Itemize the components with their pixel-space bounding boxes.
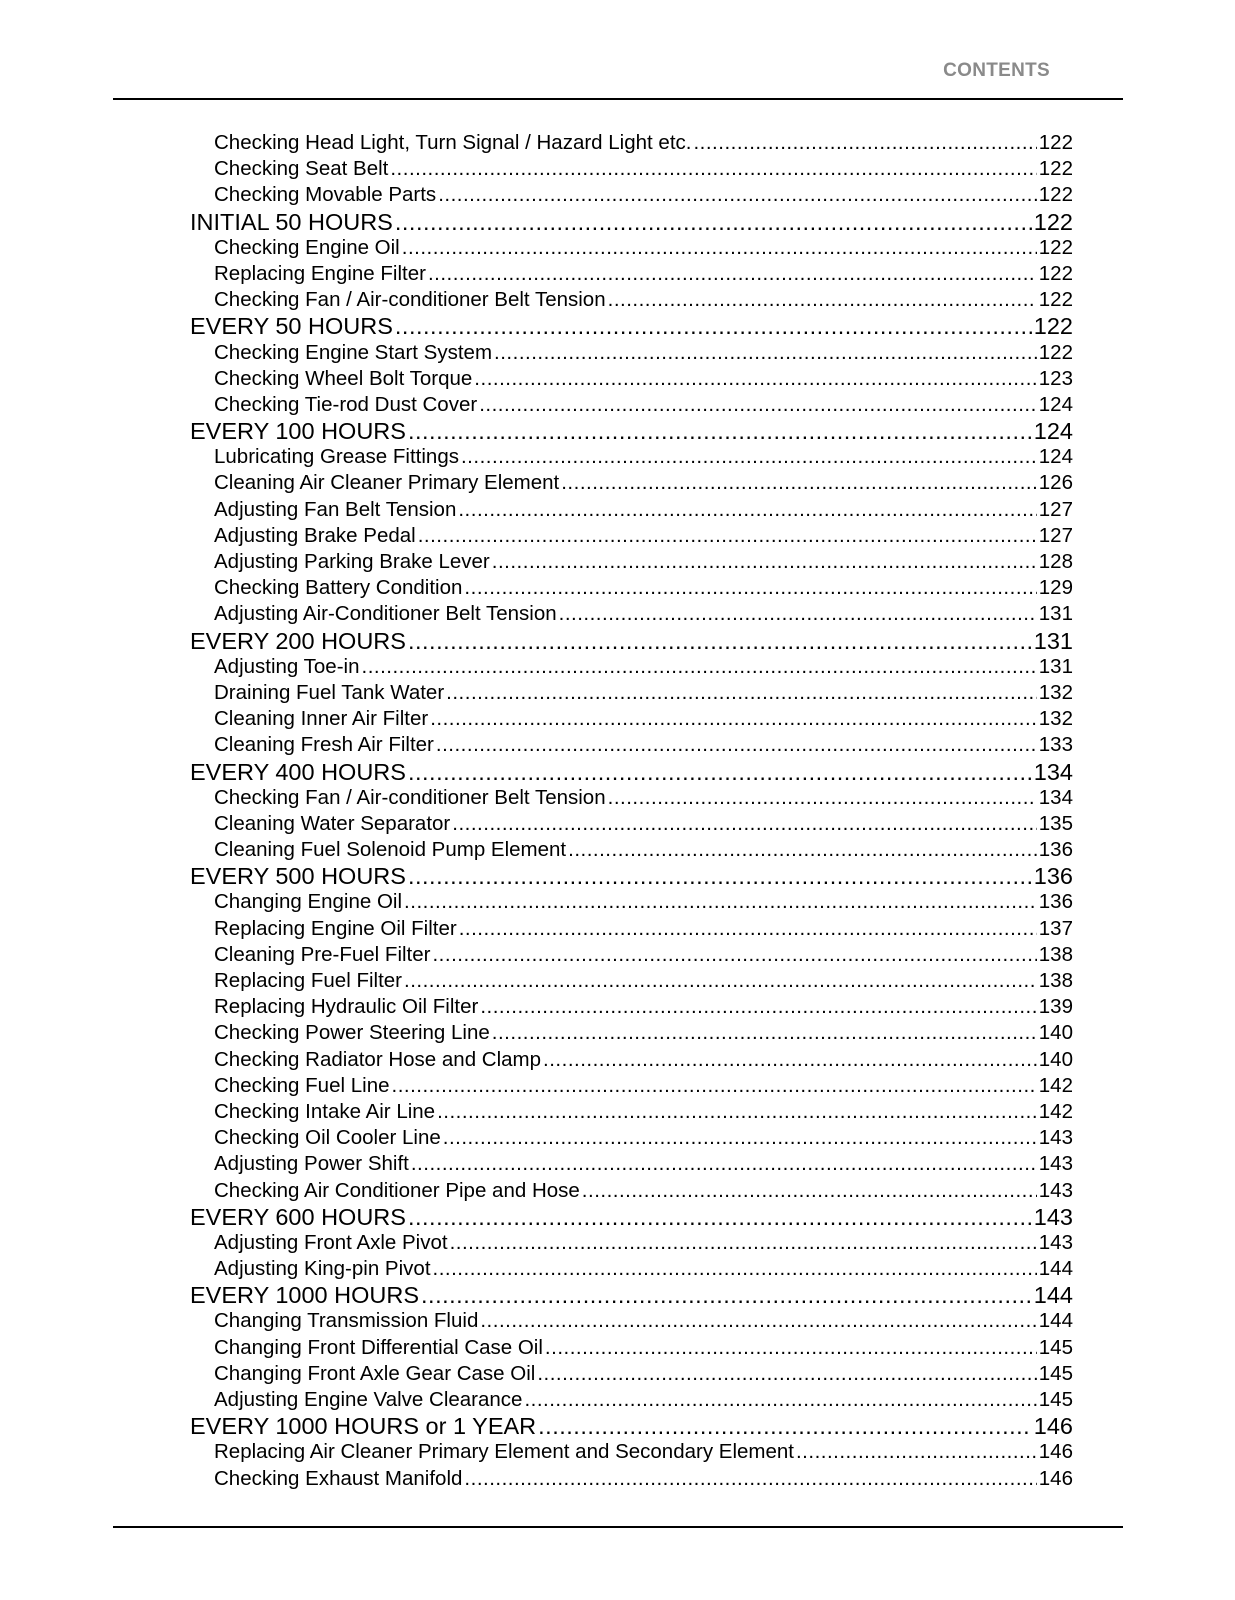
- footer-divider: [113, 1526, 1123, 1528]
- toc-entry-page-number: 127: [1038, 523, 1073, 547]
- dot-leader: [437, 1099, 1037, 1125]
- dot-leader: [408, 628, 1032, 654]
- toc-entry-label: Checking Tie-rod Dust Cover: [214, 392, 478, 416]
- toc-entry-label: EVERY 200 HOURS: [190, 627, 406, 654]
- toc-entry-page-number: 131: [1033, 627, 1073, 654]
- dot-leader: [538, 1413, 1032, 1439]
- toc-entry-label: EVERY 1000 HOURS or 1 YEAR: [190, 1413, 537, 1440]
- toc-subsection-entry[interactable]: [190, 654, 1073, 680]
- toc-subsection-entry[interactable]: [190, 392, 1073, 418]
- toc-section-entry[interactable]: [190, 1204, 1073, 1230]
- dot-leader: [430, 706, 1037, 732]
- toc-entry-page-number: 145: [1038, 1388, 1073, 1411]
- toc-entry-page-number: 122: [1038, 183, 1073, 207]
- toc-entry-label: Checking Fan / Air-conditioner Belt Tension: [214, 288, 606, 312]
- dot-leader: [404, 889, 1037, 915]
- toc-entry-label: EVERY 100 HOURS: [190, 418, 406, 445]
- dot-leader: [461, 444, 1037, 470]
- dot-leader: [492, 549, 1037, 575]
- toc-entry-page-number: 122: [1033, 313, 1073, 340]
- toc-entry-label: Checking Air Conditioner Pipe and Hose: [214, 1178, 580, 1202]
- toc-subsection-entry[interactable]: [190, 1439, 1073, 1465]
- toc-entry-page-number: 140: [1038, 1047, 1073, 1071]
- toc-subsection-entry[interactable]: [190, 1073, 1073, 1099]
- toc-entry-page-number: 144: [1033, 1282, 1073, 1309]
- dot-leader: [438, 182, 1037, 208]
- dot-leader: [411, 1151, 1037, 1177]
- toc-entry-label: EVERY 600 HOURS: [190, 1203, 406, 1230]
- toc-subsection-entry[interactable]: [190, 811, 1073, 837]
- header-divider: [113, 98, 1123, 100]
- dot-leader: [474, 366, 1036, 392]
- toc-entry-page-number: 139: [1038, 995, 1073, 1019]
- toc-subsection-entry[interactable]: [190, 366, 1073, 392]
- toc-entry-label: Cleaning Water Separator: [214, 811, 451, 835]
- toc-subsection-entry[interactable]: [190, 549, 1073, 575]
- dot-leader: [390, 156, 1036, 182]
- toc-entry-label: Replacing Hydraulic Oil Filter: [214, 995, 479, 1019]
- toc-section-entry[interactable]: [190, 1282, 1073, 1308]
- toc-subsection-entry[interactable]: [190, 1361, 1073, 1387]
- toc-entry-page-number: 142: [1038, 1099, 1073, 1123]
- toc-entry-label: Replacing Engine Oil Filter: [214, 916, 457, 940]
- toc-entry-label: Checking Oil Cooler Line: [214, 1126, 441, 1150]
- dot-leader: [408, 759, 1032, 785]
- dot-leader: [568, 837, 1037, 863]
- toc-entry-page-number: 122: [1038, 340, 1073, 364]
- toc-entry-label: Cleaning Pre-Fuel Filter: [214, 942, 431, 966]
- toc-entry-page-number: 143: [1033, 1203, 1073, 1230]
- toc-subsection-entry[interactable]: [190, 575, 1073, 601]
- toc-entry-page-number: 137: [1038, 916, 1073, 940]
- toc-entry-page-number: 146: [1038, 1466, 1073, 1490]
- toc-entry-label: Adjusting Parking Brake Lever: [214, 550, 490, 573]
- toc-entry-page-number: 138: [1038, 942, 1073, 966]
- toc-subsection-entry[interactable]: [190, 968, 1073, 994]
- toc-entry-label: EVERY 1000 HOURS: [190, 1282, 420, 1309]
- toc-section-entry[interactable]: [190, 628, 1073, 654]
- toc-entry-label: Checking Intake Air Line: [214, 1099, 436, 1123]
- toc-entry-label: Cleaning Air Cleaner Primary Element: [214, 471, 560, 495]
- dot-leader: [543, 1047, 1037, 1073]
- page-header-title: CONTENTS: [943, 60, 1050, 81]
- toc-entry-page-number: 134: [1033, 758, 1073, 785]
- toc-entry-page-number: 143: [1038, 1126, 1073, 1150]
- toc-entry-label: Cleaning Inner Air Filter: [214, 707, 429, 731]
- dot-leader: [443, 1125, 1037, 1151]
- toc-subsection-entry[interactable]: [190, 785, 1073, 811]
- toc-entry-page-number: 143: [1038, 1152, 1073, 1176]
- toc-subsection-entry[interactable]: [190, 523, 1073, 549]
- toc-entry-label: Cleaning Fuel Solenoid Pump Element: [214, 838, 567, 862]
- dot-leader: [458, 497, 1036, 523]
- toc-entry-label: INITIAL 50 HOURS: [190, 208, 393, 235]
- toc-subsection-entry[interactable]: [190, 1230, 1073, 1256]
- toc-section-entry[interactable]: [190, 209, 1073, 235]
- toc-entry-page-number: 136: [1038, 838, 1073, 862]
- toc-section-entry[interactable]: [190, 759, 1073, 785]
- toc-entry-page-number: 132: [1038, 680, 1073, 704]
- toc-entry-label: Checking Fan / Air-conditioner Belt Tension: [214, 785, 606, 809]
- toc-entry-label: Adjusting Air-Conditioner Belt Tension: [214, 602, 557, 626]
- toc-entry-page-number: 124: [1033, 418, 1073, 445]
- dot-leader: [428, 261, 1037, 287]
- toc-subsection-entry[interactable]: [190, 235, 1073, 261]
- dot-leader: [421, 1282, 1032, 1308]
- dot-leader: [404, 968, 1037, 994]
- toc-subsection-entry[interactable]: [190, 444, 1073, 470]
- toc-subsection-entry[interactable]: [190, 994, 1073, 1020]
- toc-entry-page-number: 124: [1038, 392, 1073, 416]
- toc-entry-label: Checking Movable Parts: [214, 183, 437, 207]
- toc-subsection-entry[interactable]: [190, 1020, 1073, 1046]
- dot-leader: [402, 235, 1037, 261]
- toc-entry-page-number: 138: [1038, 969, 1073, 992]
- toc-section-entry[interactable]: [190, 863, 1073, 889]
- dot-leader: [480, 994, 1036, 1020]
- dot-leader: [464, 575, 1036, 601]
- toc-entry-label: Checking Radiator Hose and Clamp: [214, 1047, 542, 1071]
- toc-entry-page-number: 136: [1033, 863, 1073, 890]
- dot-leader: [392, 1073, 1037, 1099]
- toc-entry-page-number: 131: [1038, 602, 1073, 626]
- toc-entry-page-number: 124: [1038, 445, 1073, 469]
- toc-entry-page-number: 140: [1038, 1021, 1073, 1045]
- toc-entry-page-number: 144: [1038, 1257, 1073, 1281]
- dot-leader: [693, 130, 1036, 156]
- dot-leader: [362, 654, 1037, 680]
- toc-entry-label: Checking Head Light, Turn Signal / Hazard Light etc.: [214, 131, 692, 154]
- toc-subsection-entry[interactable]: [190, 1099, 1073, 1125]
- toc-subsection-entry[interactable]: [190, 1151, 1073, 1177]
- dot-leader: [545, 1335, 1037, 1361]
- toc-entry-label: Adjusting Front Axle Pivot: [214, 1230, 448, 1254]
- dot-leader: [395, 313, 1032, 339]
- toc-entry-page-number: 132: [1038, 707, 1073, 731]
- toc-subsection-entry[interactable]: [190, 1387, 1073, 1413]
- toc-subsection-entry[interactable]: [190, 1256, 1073, 1282]
- dot-leader: [559, 601, 1037, 627]
- dot-leader: [459, 916, 1037, 942]
- dot-leader: [608, 785, 1037, 811]
- dot-leader: [464, 1466, 1036, 1492]
- toc-subsection-entry[interactable]: [190, 1125, 1073, 1151]
- toc-entry-label: EVERY 400 HOURS: [190, 758, 406, 785]
- toc-entry-page-number: 133: [1038, 733, 1073, 757]
- toc-entry-label: Adjusting Power Shift: [214, 1152, 409, 1176]
- toc-entry-page-number: 126: [1038, 471, 1073, 495]
- dot-leader: [524, 1387, 1036, 1413]
- dot-leader: [494, 340, 1037, 366]
- toc-entry-label: Checking Fuel Line: [214, 1073, 390, 1097]
- toc-entry-label: Checking Exhaust Manifold: [214, 1466, 463, 1490]
- toc-entry-page-number: 143: [1038, 1178, 1073, 1202]
- toc-entry-page-number: 129: [1038, 576, 1073, 600]
- toc-entry-label: Replacing Engine Filter: [214, 261, 426, 285]
- toc-entry-label: Lubricating Grease Fittings: [214, 445, 459, 469]
- toc-entry-label: Checking Seat Belt: [214, 157, 389, 181]
- toc-subsection-entry[interactable]: [190, 706, 1073, 732]
- toc-entry-page-number: 135: [1038, 811, 1073, 835]
- toc-entry-page-number: 142: [1038, 1073, 1073, 1097]
- dot-leader: [418, 523, 1037, 549]
- toc-entry-page-number: 122: [1038, 157, 1073, 181]
- dot-leader: [582, 1178, 1037, 1204]
- toc-subsection-entry[interactable]: [190, 497, 1073, 523]
- toc-subsection-entry[interactable]: [190, 916, 1073, 942]
- toc-entry-page-number: 146: [1033, 1413, 1073, 1440]
- toc-section-entry[interactable]: [190, 1413, 1073, 1439]
- toc-subsection-entry[interactable]: [190, 1466, 1073, 1492]
- toc-entry-page-number: 136: [1038, 890, 1073, 914]
- toc-subsection-entry[interactable]: [190, 1308, 1073, 1334]
- toc-entry-label: Checking Engine Oil: [214, 235, 400, 259]
- toc-subsection-entry[interactable]: [190, 732, 1073, 758]
- toc-entry-page-number: 122: [1038, 288, 1073, 312]
- toc-entry-page-number: 145: [1038, 1335, 1073, 1359]
- dot-leader: [432, 942, 1036, 968]
- toc-entry-page-number: 131: [1038, 654, 1073, 678]
- toc-subsection-entry[interactable]: [190, 601, 1073, 627]
- toc-entry-page-number: 122: [1038, 261, 1073, 285]
- toc-entry-label: Changing Front Differential Case Oil: [214, 1335, 543, 1359]
- toc-entry-label: Checking Engine Start System: [214, 340, 493, 364]
- dot-leader: [492, 1020, 1037, 1046]
- dot-leader: [608, 287, 1037, 313]
- toc-entry-label: Adjusting Fan Belt Tension: [214, 497, 457, 521]
- dot-leader: [436, 732, 1037, 758]
- dot-leader: [395, 209, 1032, 235]
- toc-entry-page-number: 145: [1038, 1361, 1073, 1385]
- toc-subsection-entry[interactable]: [190, 942, 1073, 968]
- dot-leader: [480, 1308, 1036, 1334]
- toc-entry-page-number: 127: [1038, 497, 1073, 521]
- toc-entry-label: Draining Fuel Tank Water: [214, 680, 445, 704]
- toc-entry-label: Changing Transmission Fluid: [214, 1309, 479, 1333]
- dot-leader: [408, 1204, 1032, 1230]
- toc-subsection-entry[interactable]: [190, 287, 1073, 313]
- toc-entry-page-number: 122: [1033, 208, 1073, 235]
- toc-subsection-entry[interactable]: [190, 156, 1073, 182]
- toc-subsection-entry[interactable]: [190, 182, 1073, 208]
- toc-entry-label: Replacing Air Cleaner Primary Element and Secondary Element: [214, 1440, 794, 1464]
- toc-entry-label: EVERY 50 HOURS: [190, 313, 393, 340]
- toc-entry-page-number: 143: [1038, 1230, 1073, 1254]
- toc-subsection-entry[interactable]: [190, 261, 1073, 287]
- toc-subsection-entry[interactable]: [190, 889, 1073, 915]
- dot-leader: [408, 863, 1032, 889]
- toc-entry-page-number: 144: [1038, 1309, 1073, 1333]
- toc-entry-label: Checking Battery Condition: [214, 576, 463, 600]
- toc-entry-label: Replacing Fuel Filter: [214, 969, 402, 992]
- dot-leader: [433, 1256, 1037, 1282]
- dot-leader: [446, 680, 1037, 706]
- toc-entry-label: Adjusting Brake Pedal: [214, 523, 416, 547]
- toc-subsection-entry[interactable]: [190, 130, 1073, 156]
- toc-entry-label: Cleaning Fresh Air Filter: [214, 733, 434, 757]
- dot-leader: [408, 418, 1032, 444]
- toc-entry-label: Adjusting Engine Valve Clearance: [214, 1388, 523, 1411]
- toc-entry-page-number: 122: [1038, 131, 1073, 154]
- toc-entry-page-number: 122: [1038, 235, 1073, 259]
- toc-subsection-entry[interactable]: [190, 1047, 1073, 1073]
- toc-entry-page-number: 123: [1038, 366, 1073, 390]
- toc-entry-label: Changing Front Axle Gear Case Oil: [214, 1361, 536, 1385]
- toc-section-entry[interactable]: [190, 313, 1073, 339]
- toc-entry-label: Changing Engine Oil: [214, 890, 403, 914]
- dot-leader: [479, 392, 1037, 418]
- dot-leader: [537, 1361, 1036, 1387]
- toc-entry-page-number: 134: [1038, 785, 1073, 809]
- toc-entry-label: Checking Power Steering Line: [214, 1021, 490, 1045]
- toc-subsection-entry[interactable]: [190, 340, 1073, 366]
- toc-section-entry[interactable]: [190, 418, 1073, 444]
- toc-entry-page-number: 128: [1038, 550, 1073, 573]
- toc-subsection-entry[interactable]: [190, 470, 1073, 496]
- toc-entry-label: Adjusting Toe-in: [214, 654, 360, 678]
- toc-subsection-entry[interactable]: [190, 680, 1073, 706]
- dot-leader: [796, 1439, 1037, 1465]
- toc-subsection-entry[interactable]: [190, 1178, 1073, 1204]
- toc-entry-label: Checking Wheel Bolt Torque: [214, 366, 473, 390]
- dot-leader: [452, 811, 1037, 837]
- dot-leader: [561, 470, 1037, 496]
- toc-entry-label: EVERY 500 HOURS: [190, 863, 406, 890]
- toc-subsection-entry[interactable]: [190, 837, 1073, 863]
- toc-subsection-entry[interactable]: [190, 1335, 1073, 1361]
- table-of-contents: [190, 130, 1073, 1492]
- toc-entry-label: Adjusting King-pin Pivot: [214, 1257, 431, 1281]
- toc-entry-page-number: 146: [1038, 1440, 1073, 1464]
- dot-leader: [450, 1230, 1037, 1256]
